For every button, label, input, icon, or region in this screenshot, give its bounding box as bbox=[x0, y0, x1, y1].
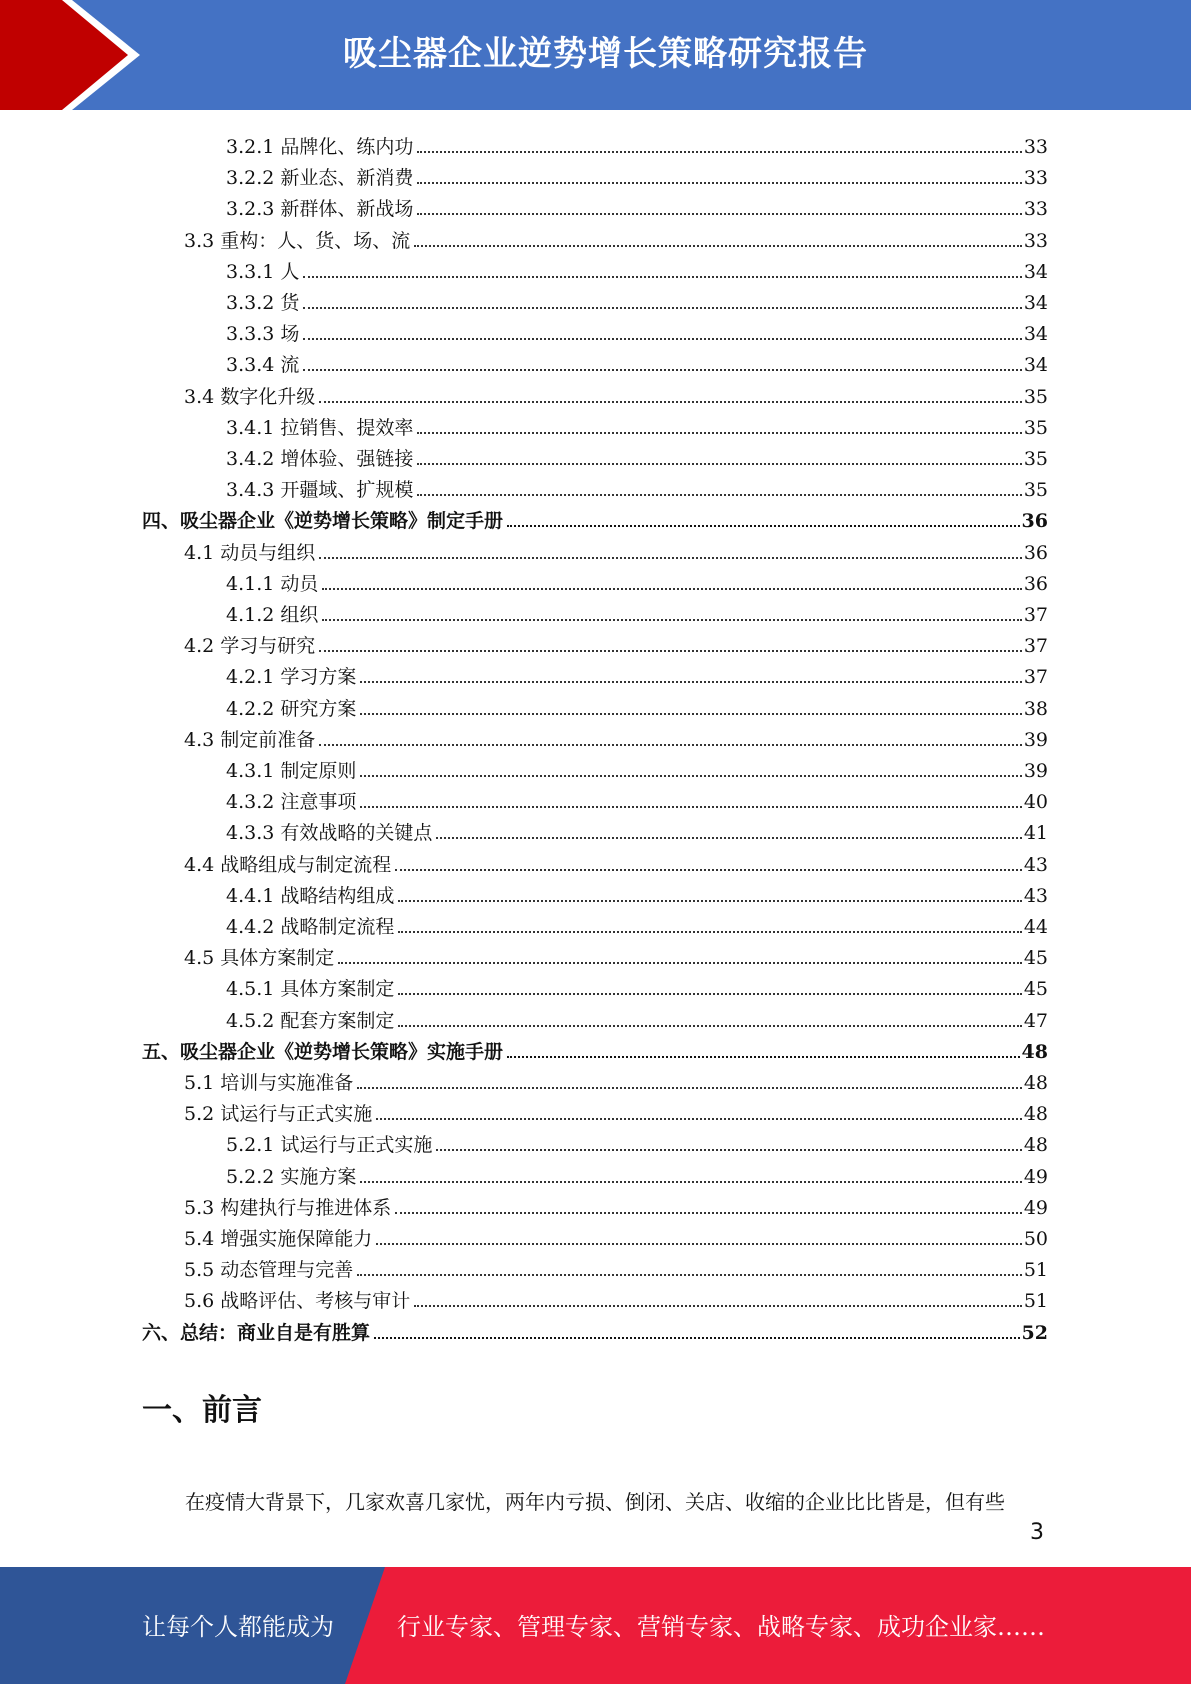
toc-leader-dots bbox=[417, 494, 1021, 496]
toc-entry-page: 35 bbox=[1023, 448, 1048, 470]
toc-entry-page: 48 bbox=[1023, 1103, 1048, 1126]
toc-leader-dots bbox=[338, 962, 1022, 964]
toc-entry-page: 45 bbox=[1023, 978, 1048, 1001]
toc-entry-title: 五、吸尘器企业《逆势增长策略》实施手册 bbox=[142, 1040, 504, 1063]
toc-entry-title: 3.4.2 增体验、强链接 bbox=[226, 448, 414, 470]
toc-leader-dots bbox=[417, 213, 1021, 215]
toc-entry-title: 4.4.1 战略结构组成 bbox=[226, 884, 395, 907]
toc-entry-title: 4.2.2 研究方案 bbox=[226, 697, 357, 720]
toc-entry-title: 3.2.3 新群体、新战场 bbox=[226, 198, 414, 221]
toc-leader-dots bbox=[436, 1149, 1021, 1151]
toc-leader-dots bbox=[357, 1087, 1022, 1089]
toc-entry-page: 41 bbox=[1023, 822, 1048, 845]
toc-entry[interactable] bbox=[184, 378, 1048, 409]
toc-entry-title: 3.3.2 货 bbox=[226, 292, 300, 314]
toc-leader-dots bbox=[398, 931, 1021, 933]
toc-leader-dots bbox=[376, 1243, 1022, 1245]
toc-entry-page: 44 bbox=[1023, 916, 1048, 938]
toc-entry-page: 35 bbox=[1023, 479, 1048, 502]
toc-entry-title: 4.2 学习与研究 bbox=[184, 635, 316, 658]
toc-entry-page: 33 bbox=[1023, 229, 1048, 252]
footer-slogan-left: 让每个人都能成为 bbox=[142, 1613, 334, 1641]
toc-leader-dots bbox=[417, 463, 1021, 465]
toc-entry-title: 四、吸尘器企业《逆势增长策略》制定手册 bbox=[142, 510, 504, 533]
toc-entry[interactable] bbox=[226, 159, 1048, 190]
toc-leader-dots bbox=[360, 713, 1021, 715]
toc-entry-title: 3.3.3 场 bbox=[226, 323, 300, 346]
toc-entry[interactable] bbox=[226, 814, 1048, 845]
toc-entry-page: 48 bbox=[1023, 1134, 1048, 1157]
toc-entry-page: 50 bbox=[1023, 1228, 1048, 1250]
toc-leader-dots bbox=[414, 245, 1022, 247]
toc-entry-page: 34 bbox=[1023, 354, 1048, 377]
toc-entry-title: 4.2.1 学习方案 bbox=[226, 666, 357, 689]
toc-entry[interactable] bbox=[184, 1282, 1048, 1313]
toc-leader-dots bbox=[360, 806, 1021, 808]
toc-entry-page: 48 bbox=[1023, 1072, 1048, 1094]
section-heading: 一、前言 bbox=[142, 1393, 262, 1428]
toc-entry-title: 3.3.4 流 bbox=[226, 354, 300, 377]
toc-leader-dots bbox=[303, 276, 1021, 278]
toc-entry[interactable] bbox=[142, 1314, 1048, 1345]
toc-leader-dots bbox=[507, 525, 1020, 527]
toc-entry-page: 37 bbox=[1023, 635, 1048, 658]
toc-entry-page: 40 bbox=[1023, 791, 1048, 814]
toc-entry-page: 49 bbox=[1023, 1165, 1048, 1188]
toc-entry-title: 4.3.3 有效战略的关键点 bbox=[226, 822, 433, 845]
toc-entry[interactable] bbox=[226, 596, 1048, 627]
toc-leader-dots bbox=[360, 681, 1021, 683]
toc-entry[interactable] bbox=[184, 939, 1048, 970]
toc-entry-title: 5.4 增强实施保障能力 bbox=[184, 1228, 373, 1250]
toc-entry-title: 4.5.1 具体方案制定 bbox=[226, 978, 395, 1001]
toc-entry-title: 3.4 数字化升级 bbox=[184, 385, 316, 408]
toc-entry[interactable] bbox=[226, 908, 1048, 939]
toc-entry-page: 51 bbox=[1023, 1259, 1048, 1282]
toc-entry-title: 5.5 动态管理与完善 bbox=[184, 1259, 354, 1282]
toc-leader-dots bbox=[319, 557, 1022, 559]
toc-leader-dots bbox=[374, 1337, 1020, 1339]
toc-leader-dots bbox=[319, 744, 1022, 746]
toc-entry-page: 39 bbox=[1023, 728, 1048, 751]
toc-entry-page: 35 bbox=[1023, 416, 1048, 439]
toc-entry-page: 34 bbox=[1023, 292, 1048, 314]
toc-entry[interactable] bbox=[184, 1189, 1048, 1220]
toc-entry-page: 43 bbox=[1023, 853, 1048, 876]
toc-entry-title: 3.3 重构：人、货、场、流 bbox=[184, 229, 411, 252]
toc-entry[interactable] bbox=[226, 190, 1048, 221]
toc-leader-dots bbox=[507, 1056, 1020, 1058]
toc-entry-page: 34 bbox=[1023, 260, 1048, 283]
toc-entry-page: 49 bbox=[1023, 1196, 1048, 1219]
toc-entry[interactable] bbox=[184, 1095, 1048, 1126]
toc-entry[interactable] bbox=[184, 721, 1048, 752]
toc-entry-page: 52 bbox=[1021, 1321, 1048, 1344]
toc-entry-title: 4.3.2 注意事项 bbox=[226, 791, 357, 814]
toc-leader-dots bbox=[395, 1212, 1022, 1214]
toc-entry[interactable] bbox=[226, 1158, 1048, 1189]
toc-entry[interactable] bbox=[184, 1251, 1048, 1282]
toc-entry[interactable] bbox=[226, 409, 1048, 440]
toc-entry-title: 3.4.1 拉销售、提效率 bbox=[226, 416, 414, 439]
toc-entry[interactable] bbox=[226, 752, 1048, 783]
toc-entry-page: 33 bbox=[1023, 198, 1048, 221]
toc-leader-dots bbox=[357, 1274, 1022, 1276]
toc-leader-dots bbox=[414, 1305, 1022, 1307]
toc-entry[interactable] bbox=[142, 502, 1048, 533]
toc-entry-page: 34 bbox=[1023, 323, 1048, 346]
toc-entry-page: 37 bbox=[1023, 604, 1048, 626]
toc-leader-dots bbox=[395, 869, 1022, 871]
toc-entry-page: 38 bbox=[1023, 697, 1048, 720]
toc-entry[interactable] bbox=[184, 846, 1048, 877]
toc-entry-title: 4.5 具体方案制定 bbox=[184, 947, 335, 970]
toc-entry[interactable] bbox=[226, 1126, 1048, 1157]
toc-entry-title: 4.3.1 制定原则 bbox=[226, 760, 357, 782]
toc-leader-dots bbox=[322, 619, 1021, 621]
toc-entry[interactable] bbox=[226, 658, 1048, 689]
toc-entry-title: 4.1 动员与组织 bbox=[184, 541, 316, 564]
toc-leader-dots bbox=[398, 993, 1021, 995]
toc-entry-title: 5.6 战略评估、考核与审计 bbox=[184, 1290, 411, 1313]
toc-entry[interactable] bbox=[226, 783, 1048, 814]
page-header bbox=[0, 0, 1191, 110]
report-title: 吸尘器企业逆势增长策略研究报告 bbox=[343, 34, 868, 74]
toc-entry-title: 5.2 试运行与正式实施 bbox=[184, 1103, 373, 1126]
toc-entry[interactable] bbox=[184, 1220, 1048, 1251]
toc-entry[interactable] bbox=[226, 1002, 1048, 1033]
body-paragraph: 在疫情大背景下，几家欢喜几家忧，两年内亏损、倒闭、关店、收缩的企业比比皆是，但有些 bbox=[185, 1490, 1005, 1514]
toc-entry-page: 51 bbox=[1023, 1290, 1048, 1313]
toc-entry-title: 3.2.1 品牌化、练内功 bbox=[226, 136, 414, 158]
toc-entry[interactable] bbox=[226, 315, 1048, 346]
toc-entry[interactable] bbox=[184, 222, 1048, 253]
toc-entry-page: 36 bbox=[1023, 572, 1048, 595]
toc-leader-dots bbox=[398, 1025, 1021, 1027]
toc-leader-dots bbox=[319, 650, 1022, 652]
page-number: 3 bbox=[1030, 1520, 1044, 1545]
toc-leader-dots bbox=[360, 775, 1021, 777]
toc-entry-title: 5.2.2 实施方案 bbox=[226, 1165, 357, 1188]
toc-entry-title: 5.3 构建执行与推进体系 bbox=[184, 1196, 392, 1219]
toc-entry[interactable] bbox=[226, 970, 1048, 1001]
toc-leader-dots bbox=[417, 182, 1021, 184]
toc-entry-title: 六、总结：商业自是有胜算 bbox=[142, 1321, 371, 1344]
toc-entry[interactable] bbox=[226, 346, 1048, 377]
toc-entry-title: 4.4.2 战略制定流程 bbox=[226, 916, 395, 938]
toc-entry[interactable] bbox=[184, 627, 1048, 658]
toc-entry-title: 5.2.1 试运行与正式实施 bbox=[226, 1134, 433, 1157]
toc-entry[interactable] bbox=[226, 471, 1048, 502]
toc-entry[interactable] bbox=[184, 1064, 1048, 1095]
toc-leader-dots bbox=[303, 369, 1021, 371]
toc-entry-title: 4.1.2 组织 bbox=[226, 604, 319, 626]
toc-entry[interactable] bbox=[226, 690, 1048, 721]
toc-leader-dots bbox=[360, 1181, 1021, 1183]
page-footer bbox=[0, 1567, 1191, 1684]
toc-entry-page: 48 bbox=[1021, 1040, 1048, 1063]
toc-entry-title: 5.1 培训与实施准备 bbox=[184, 1072, 354, 1094]
toc-entry[interactable] bbox=[184, 534, 1048, 565]
toc-leader-dots bbox=[398, 900, 1021, 902]
toc-entry[interactable] bbox=[226, 440, 1048, 471]
toc-entry-title: 4.5.2 配套方案制定 bbox=[226, 1009, 395, 1032]
toc-entry-title: 3.3.1 人 bbox=[226, 260, 300, 283]
toc-entry-page: 36 bbox=[1023, 541, 1048, 564]
toc-entry-page: 47 bbox=[1023, 1009, 1048, 1032]
toc-leader-dots bbox=[303, 338, 1021, 340]
toc-leader-dots bbox=[303, 307, 1021, 309]
toc-leader-dots bbox=[436, 837, 1021, 839]
toc-entry[interactable] bbox=[226, 565, 1048, 596]
toc-entry-page: 33 bbox=[1023, 167, 1048, 190]
toc-entry-title: 3.4.3 开疆域、扩规模 bbox=[226, 479, 414, 502]
toc-leader-dots bbox=[376, 1118, 1022, 1120]
toc-leader-dots bbox=[319, 401, 1022, 403]
toc-entry-page: 45 bbox=[1023, 947, 1048, 970]
toc-entry-title: 3.2.2 新业态、新消费 bbox=[226, 167, 414, 190]
toc-entry-page: 36 bbox=[1021, 510, 1048, 533]
toc-entry-page: 39 bbox=[1023, 760, 1048, 782]
toc-entry-page: 33 bbox=[1023, 136, 1048, 158]
toc-leader-dots bbox=[417, 432, 1021, 434]
toc-entry-title: 4.3 制定前准备 bbox=[184, 728, 316, 751]
toc-entry[interactable] bbox=[226, 253, 1048, 284]
toc-entry[interactable] bbox=[226, 284, 1048, 315]
toc-entry[interactable] bbox=[226, 128, 1048, 159]
toc-entry-title: 4.4 战略组成与制定流程 bbox=[184, 853, 392, 876]
footer-slogan-right: 行业专家、管理专家、营销专家、战略专家、成功企业家…… bbox=[397, 1613, 1045, 1641]
toc-entry-title: 4.1.1 动员 bbox=[226, 572, 319, 595]
toc-leader-dots bbox=[417, 151, 1021, 153]
toc-entry-page: 35 bbox=[1023, 385, 1048, 408]
toc-entry[interactable] bbox=[142, 1033, 1048, 1064]
toc-entry-page: 37 bbox=[1023, 666, 1048, 689]
toc-entry-page: 43 bbox=[1023, 884, 1048, 907]
toc-leader-dots bbox=[322, 588, 1021, 590]
toc-entry[interactable] bbox=[226, 877, 1048, 908]
